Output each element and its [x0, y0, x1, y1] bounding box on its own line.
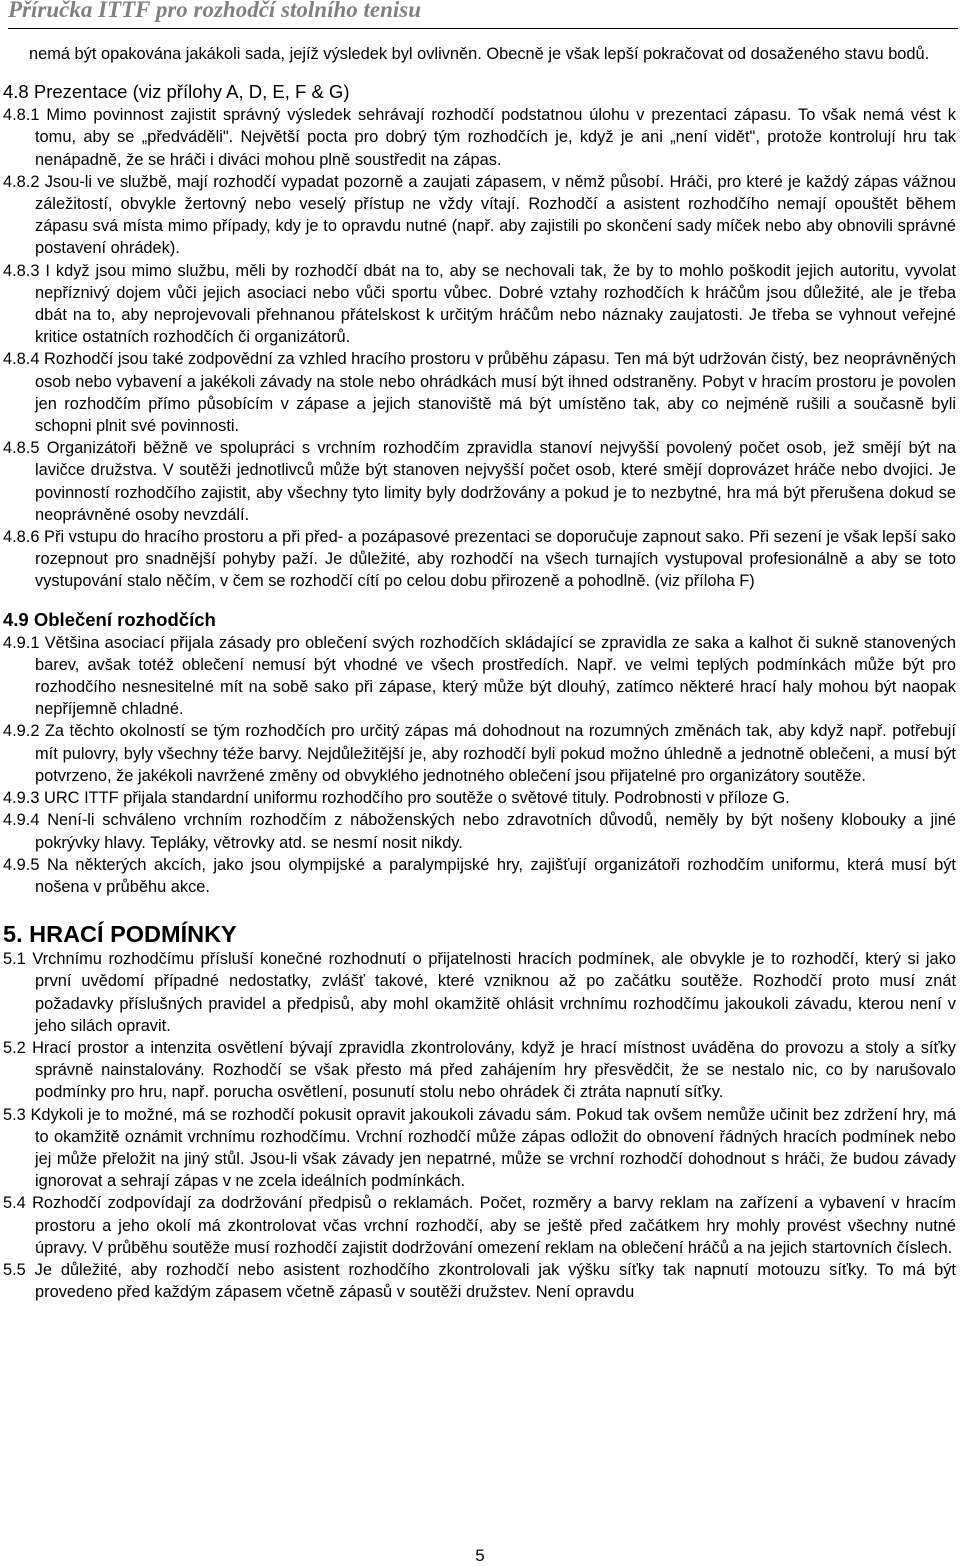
paragraph-4-8-2: 4.8.2 Jsou-li ve službě, mají rozhodčí vypadat pozorně a zaujati zápasem, v němž působí. Hráči, pro které je každý zápas vážnou záležitostí, obvykle žertovný nebo veselý přístup ne vždy vítají. Rozhodčí a asistent rozhodčího nemají opouštět během zápasu svá místa mimo případy, kdy je to opravdu nutné (např. aby zajistili po skončení sady míček nebo aby obnovili správné postavení ohrádek). — [3, 172, 956, 258]
paragraph-4-8-5: 4.8.5 Organizátoři běžně ve spolupráci s vrchním rozhodčím zpravidla stanoví nejvyšší povolený počet osob, jež smějí být na lavičce družstva. V soutěži jednotlivců může být stanoven nejvyšší počet osob, které smějí doprovázet hráče nebo dvojici. Je povinností rozhodčího zajistit, aby všechny tyto limity byly dodržovány a pokud je to nezbytné, hra má být přerušena dokud se neoprávněné osoby nevzdálí. — [3, 439, 956, 524]
paragraph-4-9-5: 4.9.5 Na některých akcích, jako jsou olympijské a paralympijské hry, zajišťují organizátoři rozhodčím uniformu, která musí být nošena v průběhu akce. — [3, 855, 956, 896]
page-number: 5 — [475, 1546, 485, 1565]
paragraph-4-9-4: 4.9.4 Není-li schváleno vrchním rozhodčím z náboženských nebo zdravotních důvodů, neměly by být nošeny klobouky a jiné pokrývky hlavy. Tepláky, větrovky atd. se nesmí nosit nikdy. — [3, 811, 956, 852]
document-title: Příručka ITTF pro rozhodčí stolního tenisu — [8, 0, 422, 22]
section-heading-4-8: 4.8 Prezentace (viz přílohy A, D, E, F & G) — [3, 81, 350, 103]
paragraph-4-8-1: 4.8.1 Mimo povinnost zajistit správný výsledek sehrávají rozhodčí podstatnou úlohu v prezentaci zápasu. To však nemá vést k tomu, aby se „předváděli". Největší pocta pro dobrý tým rozhodčích je, když je ani „není vidět", protože kontrolují hru tak nenápadně, že se hráči i diváci mohou plně soustředit na zápas. — [3, 106, 956, 169]
paragraph-4-8-3: 4.8.3 I když jsou mimo službu, měli by rozhodčí dbát na to, aby se nechovali tak, že by to mohlo poškodit jejich autoritu, vyvolat nepříznivý dojem vůči jejich asociaci nebo vůči sportu vůbec. Dobré vztahy rozhodčích k hráčům jsou důležité, ale je třeba dbát na to, aby neprojevovali přehnanou přátelskost k určitým hráčům nebo náznaky zaujatosti. Je třeba se vyhnout veřejné kritice ostatních rozhodčích či organizátorů. — [3, 261, 956, 347]
intro-paragraph: nemá být opakována jakákoli sada, jejíž výsledek byl ovlivněn. Obecně je však lepší pokračovat od dosaženého stavu bodů. — [29, 45, 930, 63]
paragraph-5-5: 5.5 Je důležité, aby rozhodčí nebo asistent rozhodčího zkontrolovali jak výšku síťky tak napnutí motouzu síťky. To má být provedeno před každým zápasem včetně zápasů v soutěži družstev. Není opravdu — [3, 1260, 956, 1302]
paragraph-4-8-6: 4.8.6 Při vstupu do hracího prostoru a při před- a pozápasové prezentaci se doporučuje zapnout sako. Při sezení je však lepší sako rozepnout pro snadnější pohyby paží. Je důležité, aby rozhodčí na všech turnajích vystupoval profesionálně a aby se toto vystupování stalo něčím, v čem se rozhodčí cítí po celou dobu přirozeně a pohodlně. (viz příloha F) — [3, 528, 956, 591]
paragraph-4-9-3: 4.9.3 URC ITTF přijala standardní uniformu rozhodčího pro soutěže o světové tituly. Podrobnosti v příloze G. — [3, 789, 790, 808]
paragraph-5-2: 5.2 Hrací prostor a intenzita osvětlení bývají zpravidla zkontrolovány, když je hrací místnost uváděna do provozu a stoly a síťky správně nainstalovány. Rozhodčí se však přesto má před zahájením hry přesvědčit, že se nestalo nic, co by narušovalo podmínky pro hru, např. porucha osvětlení, posunutí stolu nebo ohrádek či ztráta napnutí síťky. — [3, 1038, 956, 1102]
paragraph-4-9-1: 4.9.1 Většina asociací přijala zásady pro oblečení svých rozhodčích skládající se zpravidla ze saka a kalhot či sukně stanovených barev, avšak totéž oblečení nemusí být vhodné ve všech prostředích. Např. ve velmi teplých podmínkách může být pro rozhodčího nesnesitelné mít na sobě sako při zápase, který může být dlouhý, zatímco některé hrací haly mohou být naopak nepříjemně chladné. — [3, 633, 956, 719]
page-content — [0, 43, 960, 1303]
page-header — [8, 0, 958, 29]
paragraph-5-1: 5.1 Vrchnímu rozhodčímu přísluší konečné rozhodnutí o přijatelnosti hracích podmínek, ale obvykle je to rozhodčí, který si jako první uvědomí případné nedostatky, zvlášť takové, které vzniknou až po začátku soutěže. Rozhodčí proto musí znát požadavky příslušných pravidel a předpisů, aby mohl okamžitě ohlásit vrchnímu rozhodčímu jakoukoli závadu, kterou není v jeho silách opravit. — [3, 950, 956, 1035]
paragraph-4-8-4: 4.8.4 Rozhodčí jsou také zodpovědní za vzhled hracího prostoru v průběhu zápasu. Ten má být udržován čistý, bez neoprávněných osob nebo vybavení a jakékoli závady na stole nebo ohrádkách musí být ihned odstraněny. Pobyt v hracím prostoru je povolen jen rozhodčím přímo působícím v zápase a jejich stanoviště má být umístěno tak, aby co nejméně rušili a současně byli schopni plnit své povinnosti. — [3, 350, 956, 436]
paragraph-5-4: 5.4 Rozhodčí zodpovídají za dodržování předpisů o reklamách. Počet, rozměry a barvy reklam na zařízení a vybavení v hracím prostoru a jeho okolí má zkontrolovat včas vrchní rozhodčí, aby se ještě před začátkem hry mohly provést všechny nutné úpravy. V průběhu soutěže musí rozhodčí zajistit dodržování omezení reklam na oblečení hráčů a na jejich startovních číslech. — [3, 1194, 956, 1257]
paragraph-5-3: 5.3 Kdykoli je to možné, má se rozhodčí pokusit opravit jakoukoli závadu sám. Pokud tak ovšem nemůže učinit bez zdržení hry, má to okamžitě oznámit vrchnímu rozhodčímu. Vrchní rozhodčí může zápas odložit do obnovení řádných hracích podmínek nebo jej může přeložit na jiný stůl. Jsou-li však závady jen nepatrné, může se vrchní rozhodčí dohodnout s hráči, že budou závady ignorovat a sehrají zápas v ne zcela ideálních podmínkách. — [3, 1105, 956, 1191]
chapter-heading-5: 5. HRACÍ PODMÍNKY — [3, 921, 237, 948]
section-heading-4-9: 4.9 Oblečení rozhodčích — [3, 608, 216, 630]
paragraph-4-9-2: 4.9.2 Za těchto okolností se tým rozhodčích pro určitý zápas má dohodnout na rozumných změnách tak, aby když např. potřebují mít pulovry, byly všechny téže barvy. Nejdůležitější je, aby rozhodčí byli pokud možno úhledně a jednotně oblečeni, a musí být potvrzeno, že jakékoli navržené změny od obvyklého jednotného oblečení jsou přijatelné pro organizátory soutěže. — [3, 722, 956, 785]
